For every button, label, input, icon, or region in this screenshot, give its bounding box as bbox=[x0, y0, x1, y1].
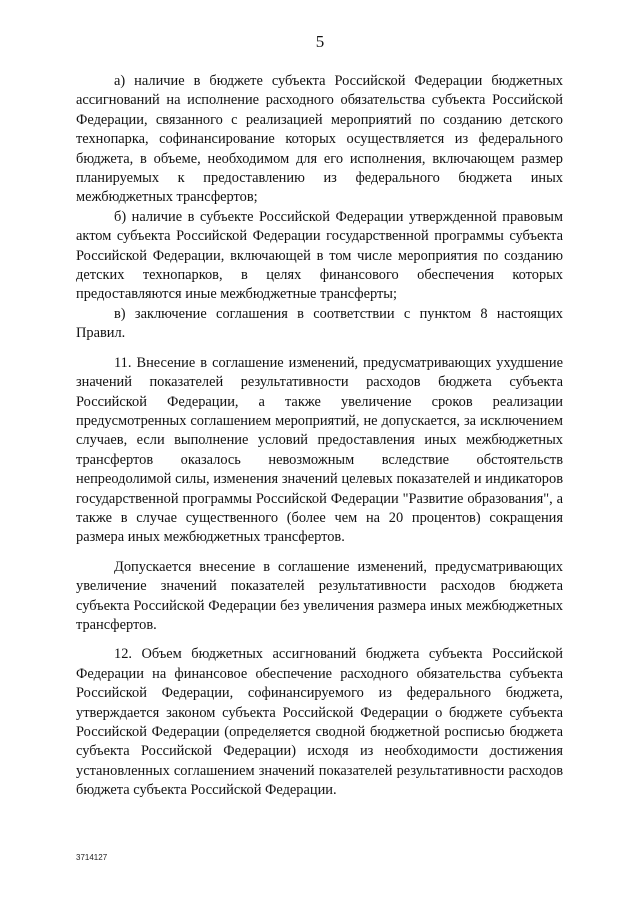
paragraph-item-v: в) заключение соглашения в соответствии с пунктом 8 настоящих Правил. bbox=[76, 305, 563, 342]
document-code: 3714127 bbox=[76, 853, 108, 862]
paragraph-item-a: а) наличие в бюджете субъекта Российской Федерации бюджетных ассигнований на исполнение расходного обязательства субъекта Российской Федерации, связанного с реализацией мероприятий по созданию детского технопарка, софинансирование которых осуществляется из федерального бюджета, в объеме, необходимом для его исполнения, включающем размер планируемых к предоставлению из федерального бюджета иных межбюджетных трансфертов; bbox=[76, 73, 563, 206]
paragraph-clause-11: 11. Внесение в соглашение изменений, предусматривающих ухудшение значений показателей результативности расходов бюджета субъекта Российской Федерации, а также увеличение сроков реализации предусмотренных соглашением мероприятий, не допускается, за исключением случаев, если выполнение условий предоставления иных межбюджетных трансфертов оказалось невозможным вследствие обстоятельств непреодолимой силы, изменения значений целевых показателей и индикаторов государственной программы Российской Федерации "Развитие образования", а также в случае существенного (более чем на 20 процентов) сокращения размера иных межбюджетных трансфертов. bbox=[76, 354, 563, 546]
document-body bbox=[76, 72, 563, 801]
paragraph-clause-12: 12. Объем бюджетных ассигнований бюджета субъекта Российской Федерации на финансовое обеспечение расходного обязательства субъекта Российской Федерации, софинансируемого из федерального бюджета, утверждается законом субъекта Российской Федерации о бюджете субъекта Российской Федерации (определяется сводной бюджетной росписью бюджета субъекта Российской Федерации) исходя из необходимости достижения установленных соглашением значений показателей результативности расходов бюджета субъекта Российской Федерации. bbox=[76, 646, 563, 799]
page-number: 5 bbox=[315, 32, 325, 51]
paragraph-clause-11-continuation: Допускается внесение в соглашение изменений, предусматривающих увеличение значений показателей результативности расходов бюджета субъекта Российской Федерации без увеличения размера иных межбюджетных трансфертов. bbox=[76, 558, 563, 633]
paragraph-item-b: б) наличие в субъекте Российской Федерации утвержденной правовым актом субъекта Российской Федерации государственной программы субъекта Российской Федерации, включающей в том числе мероприятия по созданию детских технопарков, в целях финансового обеспечения которых предоставляются иные межбюджетные трансферты; bbox=[76, 208, 563, 303]
